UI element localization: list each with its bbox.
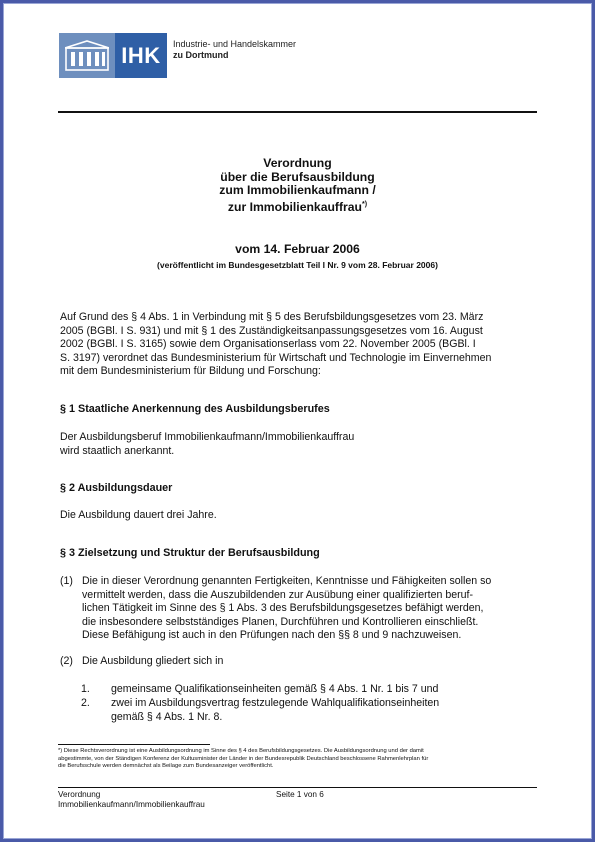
- footnote: [58, 748, 538, 771]
- ihk-logo: [59, 33, 296, 78]
- date-line: vom 14. Februar 2006: [235, 242, 360, 256]
- footnote-line: abgestimmte, von der Ständigen Konferenz der Kultusminister der Länder in der Bundesrepublik Deutschland beschlossene Rahmenlehrplan für: [58, 755, 429, 762]
- paragraph-line: Die in dieser Verordnung genannten Fertigkeiten, Kenntnisse und Fähigkeiten sollen so: [82, 575, 492, 587]
- intro-line: 2002 (BGBl. I S. 3165) sowie dem Organisationserlass vom 22. November 2005 (BGBl. I: [60, 338, 476, 350]
- section-2-text: Die Ausbildung dauert drei Jahre.: [60, 509, 217, 521]
- list-item-number: 1.: [81, 683, 90, 695]
- publication-line: (veröffentlicht im Bundesgesetzblatt Teil I Nr. 9 vom 28. Februar 2006): [157, 260, 438, 270]
- document-title: [58, 157, 537, 214]
- header-divider: [58, 111, 537, 113]
- page-number: Seite 1 von 6: [276, 790, 324, 799]
- organization-line-2: zu Dortmund: [173, 50, 229, 60]
- paragraph-line: lichen Tätigkeit im Sinne des § 1 Abs. 3 des Berufsbildungsgesetzes befähigt werden,: [82, 602, 484, 614]
- section-2-heading: § 2 Ausbildungsdauer: [60, 482, 173, 494]
- intro-paragraph: [60, 311, 540, 379]
- building-icon: [59, 33, 115, 78]
- logo-abbreviation: IHK: [115, 33, 167, 78]
- paragraph-line: vermittelt werden, dass die Auszubildenden zur Ausübung einer qualifizierten beruf-: [82, 588, 474, 601]
- list-item-text: [111, 683, 541, 697]
- paragraph-line: Diese Befähigung ist auch in den Prüfungen nach den §§ 8 und 9 nachzuweisen.: [82, 629, 462, 641]
- organization-line-1: Industrie- und Handelskammer: [173, 39, 297, 49]
- paragraph-number: (1): [60, 575, 73, 587]
- section-1-text: [60, 431, 540, 458]
- title-line-3: zum Immobilienkaufmann /: [219, 183, 376, 198]
- footer-divider: [58, 787, 537, 788]
- footer-line-2: Immobilienkaufmann/Immobilienkauffrau: [58, 800, 205, 809]
- intro-line: mit dem Bundesministerium für Bildung und Forschung:: [60, 365, 321, 377]
- title-line-2: über die Berufsausbildung: [220, 169, 375, 184]
- intro-line: Auf Grund des § 4 Abs. 1 in Verbindung mit § 5 des Berufsbildungsgesetzes vom 23. März: [60, 311, 484, 323]
- section-1-line: wird staatlich anerkannt.: [60, 444, 175, 457]
- list-item-line: gemeinsame Qualifikationseinheiten gemäß § 4 Abs. 1 Nr. 1 bis 7 und: [111, 683, 439, 695]
- footer-document-name: [58, 790, 205, 810]
- list-item-number: 2.: [81, 697, 90, 709]
- intro-line: S. 3197) verordnet das Bundesministerium für Wirtschaft und Technologie im Einvernehmen: [60, 351, 492, 364]
- list-item-line: gemäß § 4 Abs. 1 Nr. 8.: [111, 710, 223, 723]
- title-line-4: [58, 198, 537, 215]
- list-item-line: zwei im Ausbildungsvertrag festzulegende Wahlqualifikationseinheiten: [111, 697, 440, 709]
- footnote-line: die Berufsschule werden demnächst als Beilage zum Bundesanzeiger veröffentlicht.: [58, 763, 274, 770]
- paragraph-text: [82, 575, 540, 643]
- section-1-line: Der Ausbildungsberuf Immobilienkaufmann/Immobilienkauffrau: [60, 431, 355, 443]
- section-1-heading: § 1 Staatliche Anerkennung des Ausbildungsberufes: [60, 403, 330, 415]
- title-line-1: Verordnung: [263, 156, 332, 170]
- paragraph-text: Die Ausbildung gliedert sich in: [82, 655, 224, 667]
- title-line-4-text: zur Immobilienkauffrau: [227, 199, 363, 214]
- footnote-divider: [58, 744, 210, 745]
- organization-name: [173, 33, 296, 78]
- paragraph-line: die insbesondere selbstständiges Planen, Durchführen und Kontrollieren einschließt.: [82, 615, 479, 628]
- paragraph-number: (2): [60, 655, 73, 667]
- section-3-heading: § 3 Zielsetzung und Struktur der Berufsausbildung: [60, 547, 320, 559]
- footnote-mark: *): [362, 200, 368, 208]
- list-item-text: [111, 697, 541, 724]
- footnote-line: *) Diese Rechtsverordnung ist eine Ausbildungsordnung im Sinne des § 4 des Berufsbildungsgesetzes. Die Ausbildungsordnung und der damit: [58, 748, 424, 754]
- intro-line: 2005 (BGBl. I S. 931) und mit § 1 des Zuständigkeitsanpassungsgesetzes vom 16. August: [60, 324, 483, 337]
- footer-line-1: Verordnung: [58, 790, 101, 799]
